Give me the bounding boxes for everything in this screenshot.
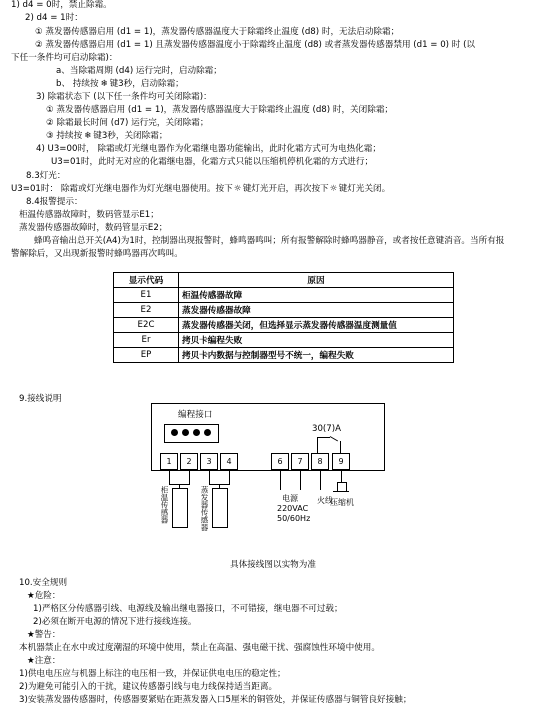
- terminal: 2: [180, 453, 198, 470]
- alarm-code: E2: [114, 303, 179, 318]
- text-line: 2) d4 = 1时：: [25, 13, 83, 23]
- light-key-icon: ☼: [329, 184, 338, 194]
- terminal: 1: [160, 453, 178, 470]
- table-row: [114, 303, 454, 318]
- wire: [280, 470, 281, 490]
- terminal: 4: [220, 453, 238, 470]
- column-header: 显示代码: [114, 273, 179, 288]
- terminal: 7: [291, 453, 309, 470]
- diagram-caption: 具体接线图以实物为准: [230, 560, 316, 570]
- text-line: 2)为避免可能引入的干扰，建议传感器引线与电力线保持适当距离。: [19, 682, 278, 692]
- power-frequency: 50/60Hz: [277, 514, 311, 523]
- terminal: 8: [311, 453, 329, 470]
- table-row: [114, 333, 454, 348]
- defrost-key-icon: ❄: [84, 131, 92, 141]
- table-row: [114, 288, 454, 303]
- text-line: [11, 184, 390, 195]
- programming-port-label: 编程接口: [178, 410, 213, 420]
- port-pin: [182, 429, 189, 436]
- alarm-code: E1: [114, 288, 179, 303]
- wire: [229, 470, 230, 484]
- text-line: ② 除霜最长时间 (d7) 运行完，关闭除霜；: [46, 118, 209, 128]
- text-fragment: ③ 持续按: [46, 131, 83, 141]
- text-line: 警解除后，又出现新报警时蜂鸣器再次鸣叫。: [11, 249, 183, 259]
- wire: [300, 470, 301, 490]
- text-line: 2)必须在断开电源的情况下进行接线连接。: [33, 617, 197, 627]
- text-line: 本机器禁止在水中或过度潮湿的环境中使用，禁止在高温、强电磁干扰、强腐蚀性环境中使用。: [19, 643, 380, 653]
- section-title: 9.接线说明: [19, 394, 62, 404]
- power-label: 电源: [282, 494, 298, 503]
- cabinet-sensor: [172, 488, 188, 528]
- text-line: 下任一条件均可启动除霜)：: [11, 53, 118, 63]
- text-line: 柜温传感器故障时，数码管显示E1；: [19, 210, 159, 220]
- warning-title: ★警告：: [27, 630, 61, 640]
- column-header: 原因: [179, 273, 454, 288]
- text-line: 8.4报警提示：: [26, 197, 83, 207]
- section-title: 10.安全规则: [19, 578, 68, 588]
- text-line: 3) 除霜状态下 (以下任一条件均可关闭除霜)：: [36, 92, 212, 102]
- wire: [320, 470, 321, 490]
- relay-contact: [317, 437, 318, 454]
- evaporator-sensor: [212, 488, 228, 528]
- danger-title: ★危险：: [27, 591, 61, 601]
- text-line: 8.3灯光：: [26, 171, 66, 181]
- power-voltage: 220VAC: [277, 504, 309, 513]
- terminal: 6: [271, 453, 289, 470]
- port-pin: [193, 429, 200, 436]
- text-line: 1)供电电压应与机器上标注的电压相一致，并保证供电电压的稳定性；: [19, 669, 286, 679]
- wire: [189, 470, 190, 484]
- compressor-ground: [333, 491, 349, 492]
- port-pin: [171, 429, 178, 436]
- alarm-reason: 蒸发器传感器故障: [179, 303, 454, 318]
- text-line: [46, 131, 167, 142]
- text-line: 3)安装蒸发器传感器时，传感器要紧贴在距蒸发器入口5厘米的铜管处，并保证传感器与铜管良好接触；: [19, 695, 412, 705]
- text-fragment: b、 持续按: [56, 79, 99, 89]
- sensor-label: 蒸发器传感器: [200, 486, 209, 531]
- text-line: ① 蒸发器传感器启用 (d1 = 1)，蒸发器传感器温度大于除霜终止温度 (d8) 时，关闭除霜；: [46, 105, 394, 115]
- terminal: 9: [332, 453, 350, 470]
- text-line: a、当除霜周期 (d4) 运行完时，启动除霜；: [56, 66, 222, 76]
- text-fragment: 键3秒，关闭除霜；: [93, 131, 168, 141]
- table-row: [114, 348, 454, 363]
- alarm-code: E2C: [114, 318, 179, 333]
- light-key-icon: ☼: [233, 184, 242, 194]
- text-fragment: 键3秒，启动除霜；: [109, 79, 184, 89]
- relay-contact: [317, 437, 330, 438]
- text-line: 1) d4 = 0时，禁止除霜。: [11, 0, 112, 10]
- alarm-reason: 拷贝卡内数据与控制器型号不统一，编程失败: [179, 348, 454, 363]
- note-title: ★注意：: [27, 656, 61, 666]
- text-line: 4) U3=00时， 除霜或灯光继电器作为化霜继电器功能输出，此时化霜方式可为电热化霜；: [36, 144, 381, 154]
- relay-rating: 30(7)A: [312, 424, 341, 434]
- text-fragment: 键灯光关闭。: [338, 184, 391, 194]
- live-label: 火线: [317, 496, 333, 505]
- text-line: 蒸发器传感器故障时，数码管显示E2；: [19, 223, 168, 233]
- text-fragment: U3=01时： 除霜或灯光继电器作为灯光继电器使用。按下: [11, 184, 233, 194]
- alarm-reason: 蒸发器传感器关闭，但选择显示蒸发器传感器温度测量值: [179, 318, 454, 333]
- text-fragment: 键灯光开启，再次按下: [242, 184, 329, 194]
- wire: [209, 470, 210, 484]
- text-line: ② 蒸发器传感器启用 (d1 = 1) 且蒸发器传感器温度小于除霜终止温度 (d8) 或者蒸发器传感器禁用 (d1 = 0) 时 (以: [35, 40, 476, 50]
- text-line: U3=01时，此时无对应的化霜继电器，化霜方式只能以压缩机停机化霜的方式进行；: [51, 157, 374, 167]
- alarm-reason: 拷贝卡编程失败: [179, 333, 454, 348]
- text-line: ① 蒸发器传感器启用 (d1 = 1)，蒸发器传感器温度大于除霜终止温度 (d8) 时，无法启动除霜；: [35, 27, 400, 37]
- port-pin: [204, 429, 211, 436]
- compressor-label: 压缩机: [330, 498, 354, 507]
- text-line: 蜂鸣音输出总开关(A4)为1时，控制器出现报警时，蜂鸣器鸣叫；所有报警解除时蜂鸣器静音，或者按任意键消音。当所有报: [34, 236, 505, 246]
- sensor-label: 柜温传感器: [160, 486, 169, 524]
- alarm-code: Er: [114, 333, 179, 348]
- alarm-code: EP: [114, 348, 179, 363]
- alarm-reason: 柜温传感器故障: [179, 288, 454, 303]
- table-row: [114, 318, 454, 333]
- text-line: [56, 79, 184, 90]
- table-header-row: [114, 273, 454, 288]
- alarm-code-table: [113, 272, 454, 363]
- wire: [341, 470, 342, 482]
- wire: [169, 470, 170, 484]
- terminal: 3: [200, 453, 218, 470]
- text-line: 1)严格区分传感器引线、电源线及输出继电器接口，不可错接，继电器不可过载；: [33, 604, 343, 614]
- defrost-key-icon: ❄: [100, 79, 108, 89]
